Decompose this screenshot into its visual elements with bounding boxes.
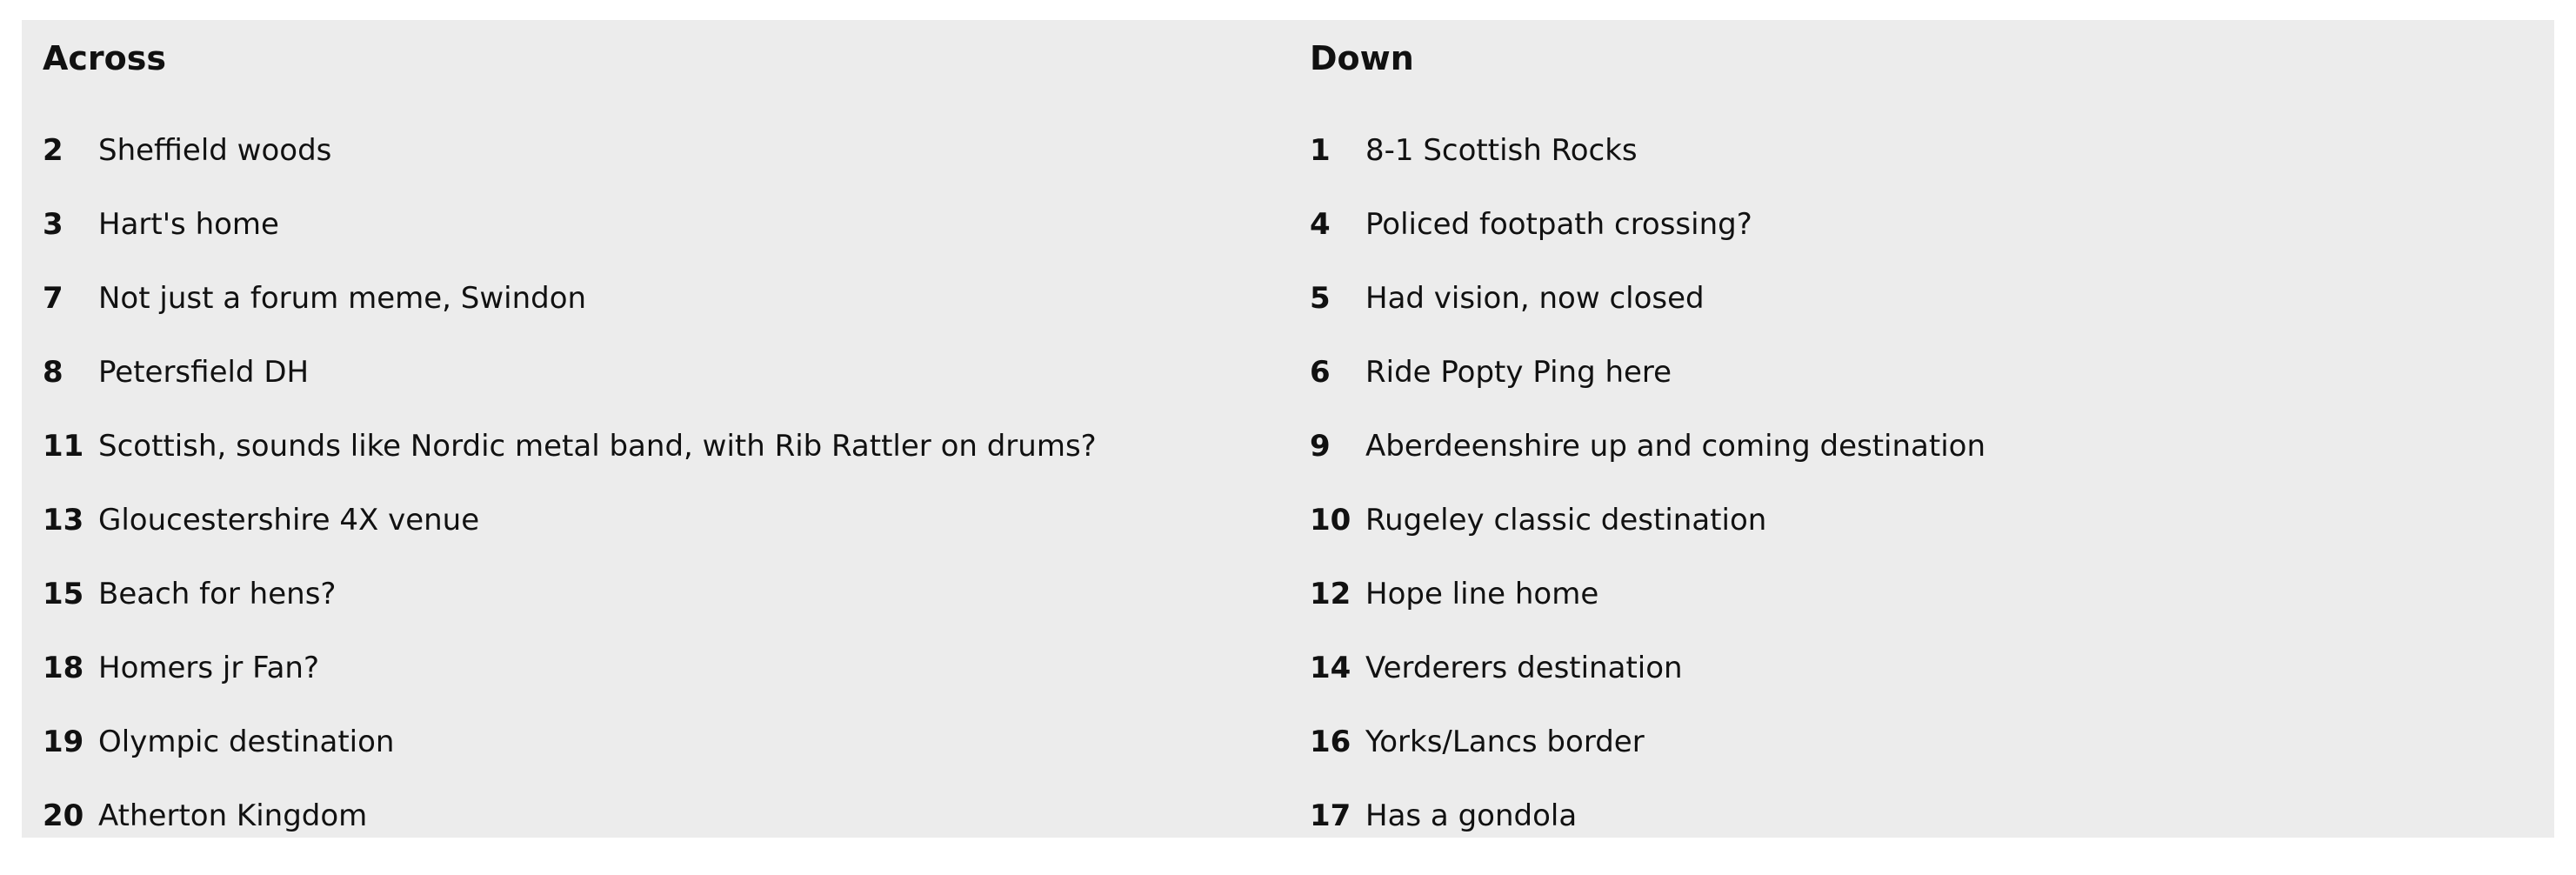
clue-text: Scottish, sounds like Nordic metal band, with Rib Rattler on drums? [98,428,1097,464]
clue-number: 20 [43,798,84,833]
clue-number: 13 [43,502,84,538]
clue-text: Homers jr Fan? [98,650,320,685]
down-clue-6[interactable] [1310,335,1985,409]
clue-text: Sheffield woods [98,132,332,168]
clue-text: 8-1 Scottish Rocks [1365,132,1638,168]
down-clue-5[interactable] [1310,261,1985,335]
across-heading: Across [43,39,167,77]
clue-number: 19 [43,724,84,759]
clue-number: 7 [43,280,63,316]
clue-text: Had vision, now closed [1365,280,1705,316]
across-clue-7[interactable] [43,261,1097,335]
down-clue-10[interactable] [1310,483,1985,557]
clue-number: 6 [1310,354,1331,390]
down-clue-17[interactable] [1310,778,1985,852]
across-clue-20[interactable] [43,778,1097,852]
down-clue-1[interactable] [1310,113,1985,187]
across-clue-15[interactable] [43,557,1097,631]
clue-number: 8 [43,354,63,390]
clue-number: 4 [1310,206,1331,242]
clue-number: 10 [1310,502,1351,538]
clue-text: Atherton Kingdom [98,798,368,833]
clue-number: 1 [1310,132,1331,168]
across-clue-11[interactable] [43,409,1097,483]
across-clue-19[interactable] [43,705,1097,778]
clue-number: 2 [43,132,63,168]
crossword-clues-panel [22,20,2554,838]
across-clue-18[interactable] [43,631,1097,705]
clue-number: 15 [43,576,84,611]
down-clue-14[interactable] [1310,631,1985,705]
clue-number: 3 [43,206,63,242]
down-clue-12[interactable] [1310,557,1985,631]
clue-text: Not just a forum meme, Swindon [98,280,587,316]
clue-text: Ride Popty Ping here [1365,354,1672,390]
clue-text: Hart's home [98,206,279,242]
clue-text: Aberdeenshire up and coming destination [1365,428,1985,464]
down-clue-list [1310,113,1985,852]
clue-text: Has a gondola [1365,798,1578,833]
clue-number: 17 [1310,798,1351,833]
across-clue-8[interactable] [43,335,1097,409]
clue-text: Verderers destination [1365,650,1683,685]
clue-text: Policed footpath crossing? [1365,206,1752,242]
clue-number: 9 [1310,428,1331,464]
across-clue-list [43,113,1097,852]
clue-text: Gloucestershire 4X venue [98,502,480,538]
clue-text: Beach for hens? [98,576,337,611]
clue-number: 5 [1310,280,1331,316]
across-clue-13[interactable] [43,483,1097,557]
clue-number: 14 [1310,650,1351,685]
down-clue-4[interactable] [1310,187,1985,261]
clue-number: 12 [1310,576,1351,611]
down-clue-16[interactable] [1310,705,1985,778]
clue-text: Hope line home [1365,576,1599,611]
clue-text: Rugeley classic destination [1365,502,1767,538]
down-clue-9[interactable] [1310,409,1985,483]
across-clue-3[interactable] [43,187,1097,261]
clue-number: 18 [43,650,84,685]
across-clue-2[interactable] [43,113,1097,187]
down-heading: Down [1310,39,1414,77]
clue-text: Petersfield DH [98,354,310,390]
clue-text: Yorks/Lancs border [1365,724,1645,759]
clue-number: 11 [43,428,84,464]
clue-text: Olympic destination [98,724,395,759]
clue-number: 16 [1310,724,1351,759]
